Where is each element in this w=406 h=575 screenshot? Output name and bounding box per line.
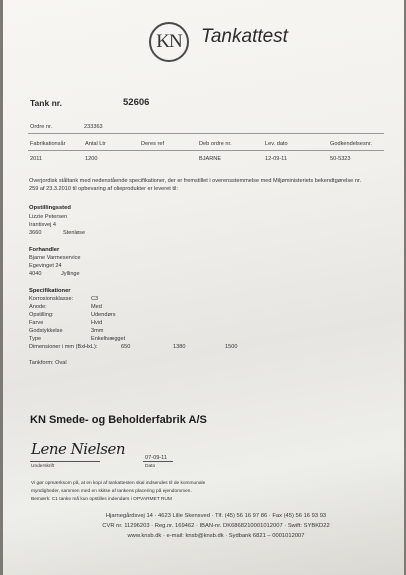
spec-value: Enkeltvægget: [91, 336, 126, 342]
spec-value: Udendørs: [91, 312, 116, 318]
dealer-name: Bjarne Varmeservice: [29, 255, 81, 261]
col-header: Fabrikationsår: [30, 141, 66, 147]
signature-label: Underskrift: [31, 464, 55, 469]
note-line: Vi gør opmærksom på, at en kopi af tankattesten skal indsendes til de kommunale: [31, 481, 206, 486]
tank-number-label: Tank nr.: [30, 98, 62, 108]
spec-label: Godstykkelse: [29, 328, 63, 334]
installation-city: Stenløse: [63, 230, 86, 236]
dealer-heading: Forhandler: [29, 247, 60, 253]
dimension-width: 650: [121, 344, 131, 350]
spec-value: Hvid: [91, 320, 103, 326]
table-cell: BJARNE: [199, 156, 222, 162]
dimension-length: 1500: [225, 344, 238, 350]
spec-value: 3mm: [91, 328, 104, 334]
table-cell: 2011: [30, 156, 43, 162]
spec-label: Anode:: [29, 304, 47, 310]
footer-contact: www.knsb.dk · e-mail: knsb@knsb.dk · Sydbank 6821 – 0001012007: [127, 533, 305, 539]
table-cell: 1200: [85, 156, 98, 162]
installation-name: Lizzie Petersen: [29, 214, 68, 220]
statement-text: Overjordisk ståltank med nedenstående specifikationer, der er fremstillet i overensstemmelse med Miljøministeriets bekendtgørelse nr. 259 af 23.3.2010 til opbevaring af olieprodukter er leveret til:: [29, 178, 362, 192]
footer-address: Hjarnegårdsvej 14 · 4623 Lille Skensved · Tlf. (45) 56 16 97 86 · Fax (45) 56 16 93 93: [105, 513, 327, 519]
spec-value: C3: [91, 296, 99, 302]
dealer-street: Egevinget 24: [29, 263, 62, 269]
order-number: 233363: [84, 124, 103, 130]
document-title: Tankattest: [201, 26, 288, 47]
date-label: Dato: [145, 464, 156, 469]
col-header: Godkendelsesnr.: [330, 141, 372, 147]
tank-shape: Tankform: Oval: [29, 360, 67, 366]
note-line: myndigheder, sammen med en skitse af tankens placering på ejendommen.: [31, 489, 192, 494]
spec-label: Type: [29, 336, 42, 342]
footer-registration: CVR nr. 11296203 · Reg.nr. 169462 · IBAN-nr. DK6868210001012007 · Swift: SYBKD22: [102, 523, 330, 529]
kn-logo: KN: [149, 22, 189, 62]
dimensions-label: Dimensioner i mm (BxHxL):: [29, 344, 98, 350]
table-cell: 50-5323: [330, 156, 351, 162]
col-header: Deb ordre nr.: [199, 141, 232, 147]
tank-certificate-page: [3, 0, 404, 575]
signature-date: 07-09-11: [145, 455, 167, 461]
spec-label: Farve: [29, 320, 44, 326]
divider: [28, 133, 384, 134]
dimension-height: 1380: [173, 344, 186, 350]
col-header: Lev. dato: [265, 141, 288, 147]
company-name: KN Smede- og Beholderfabrik A/S: [30, 414, 207, 426]
divider: [28, 150, 384, 151]
date-line: [143, 461, 173, 462]
tank-number: 52606: [123, 97, 150, 108]
installation-heading: Opstillingssted: [29, 205, 71, 211]
handwritten-signature: Lene Nielsen: [31, 440, 125, 458]
order-label: Ordre nr.: [30, 124, 53, 130]
spec-label: Korrosionsklasse:: [29, 296, 74, 302]
dealer-city: Jyllinge: [61, 271, 80, 277]
installation-zip: 3660: [29, 230, 42, 236]
col-header: Deres ref: [141, 141, 165, 147]
installation-street: Irantisvej 4: [29, 222, 57, 228]
note-line: Bemærk: C1 tanke må kun opstilles indendørs i OPVARMET RUM: [31, 497, 172, 502]
signature-line: [30, 461, 100, 462]
col-header: Antal Ltr: [85, 141, 106, 147]
spec-label: Opstilling:: [29, 312, 54, 318]
table-cell: 12-09-11: [265, 156, 287, 162]
spec-value: Med: [91, 304, 102, 310]
specs-heading: Specifikationer: [29, 288, 71, 294]
dealer-zip: 4040: [29, 271, 42, 277]
